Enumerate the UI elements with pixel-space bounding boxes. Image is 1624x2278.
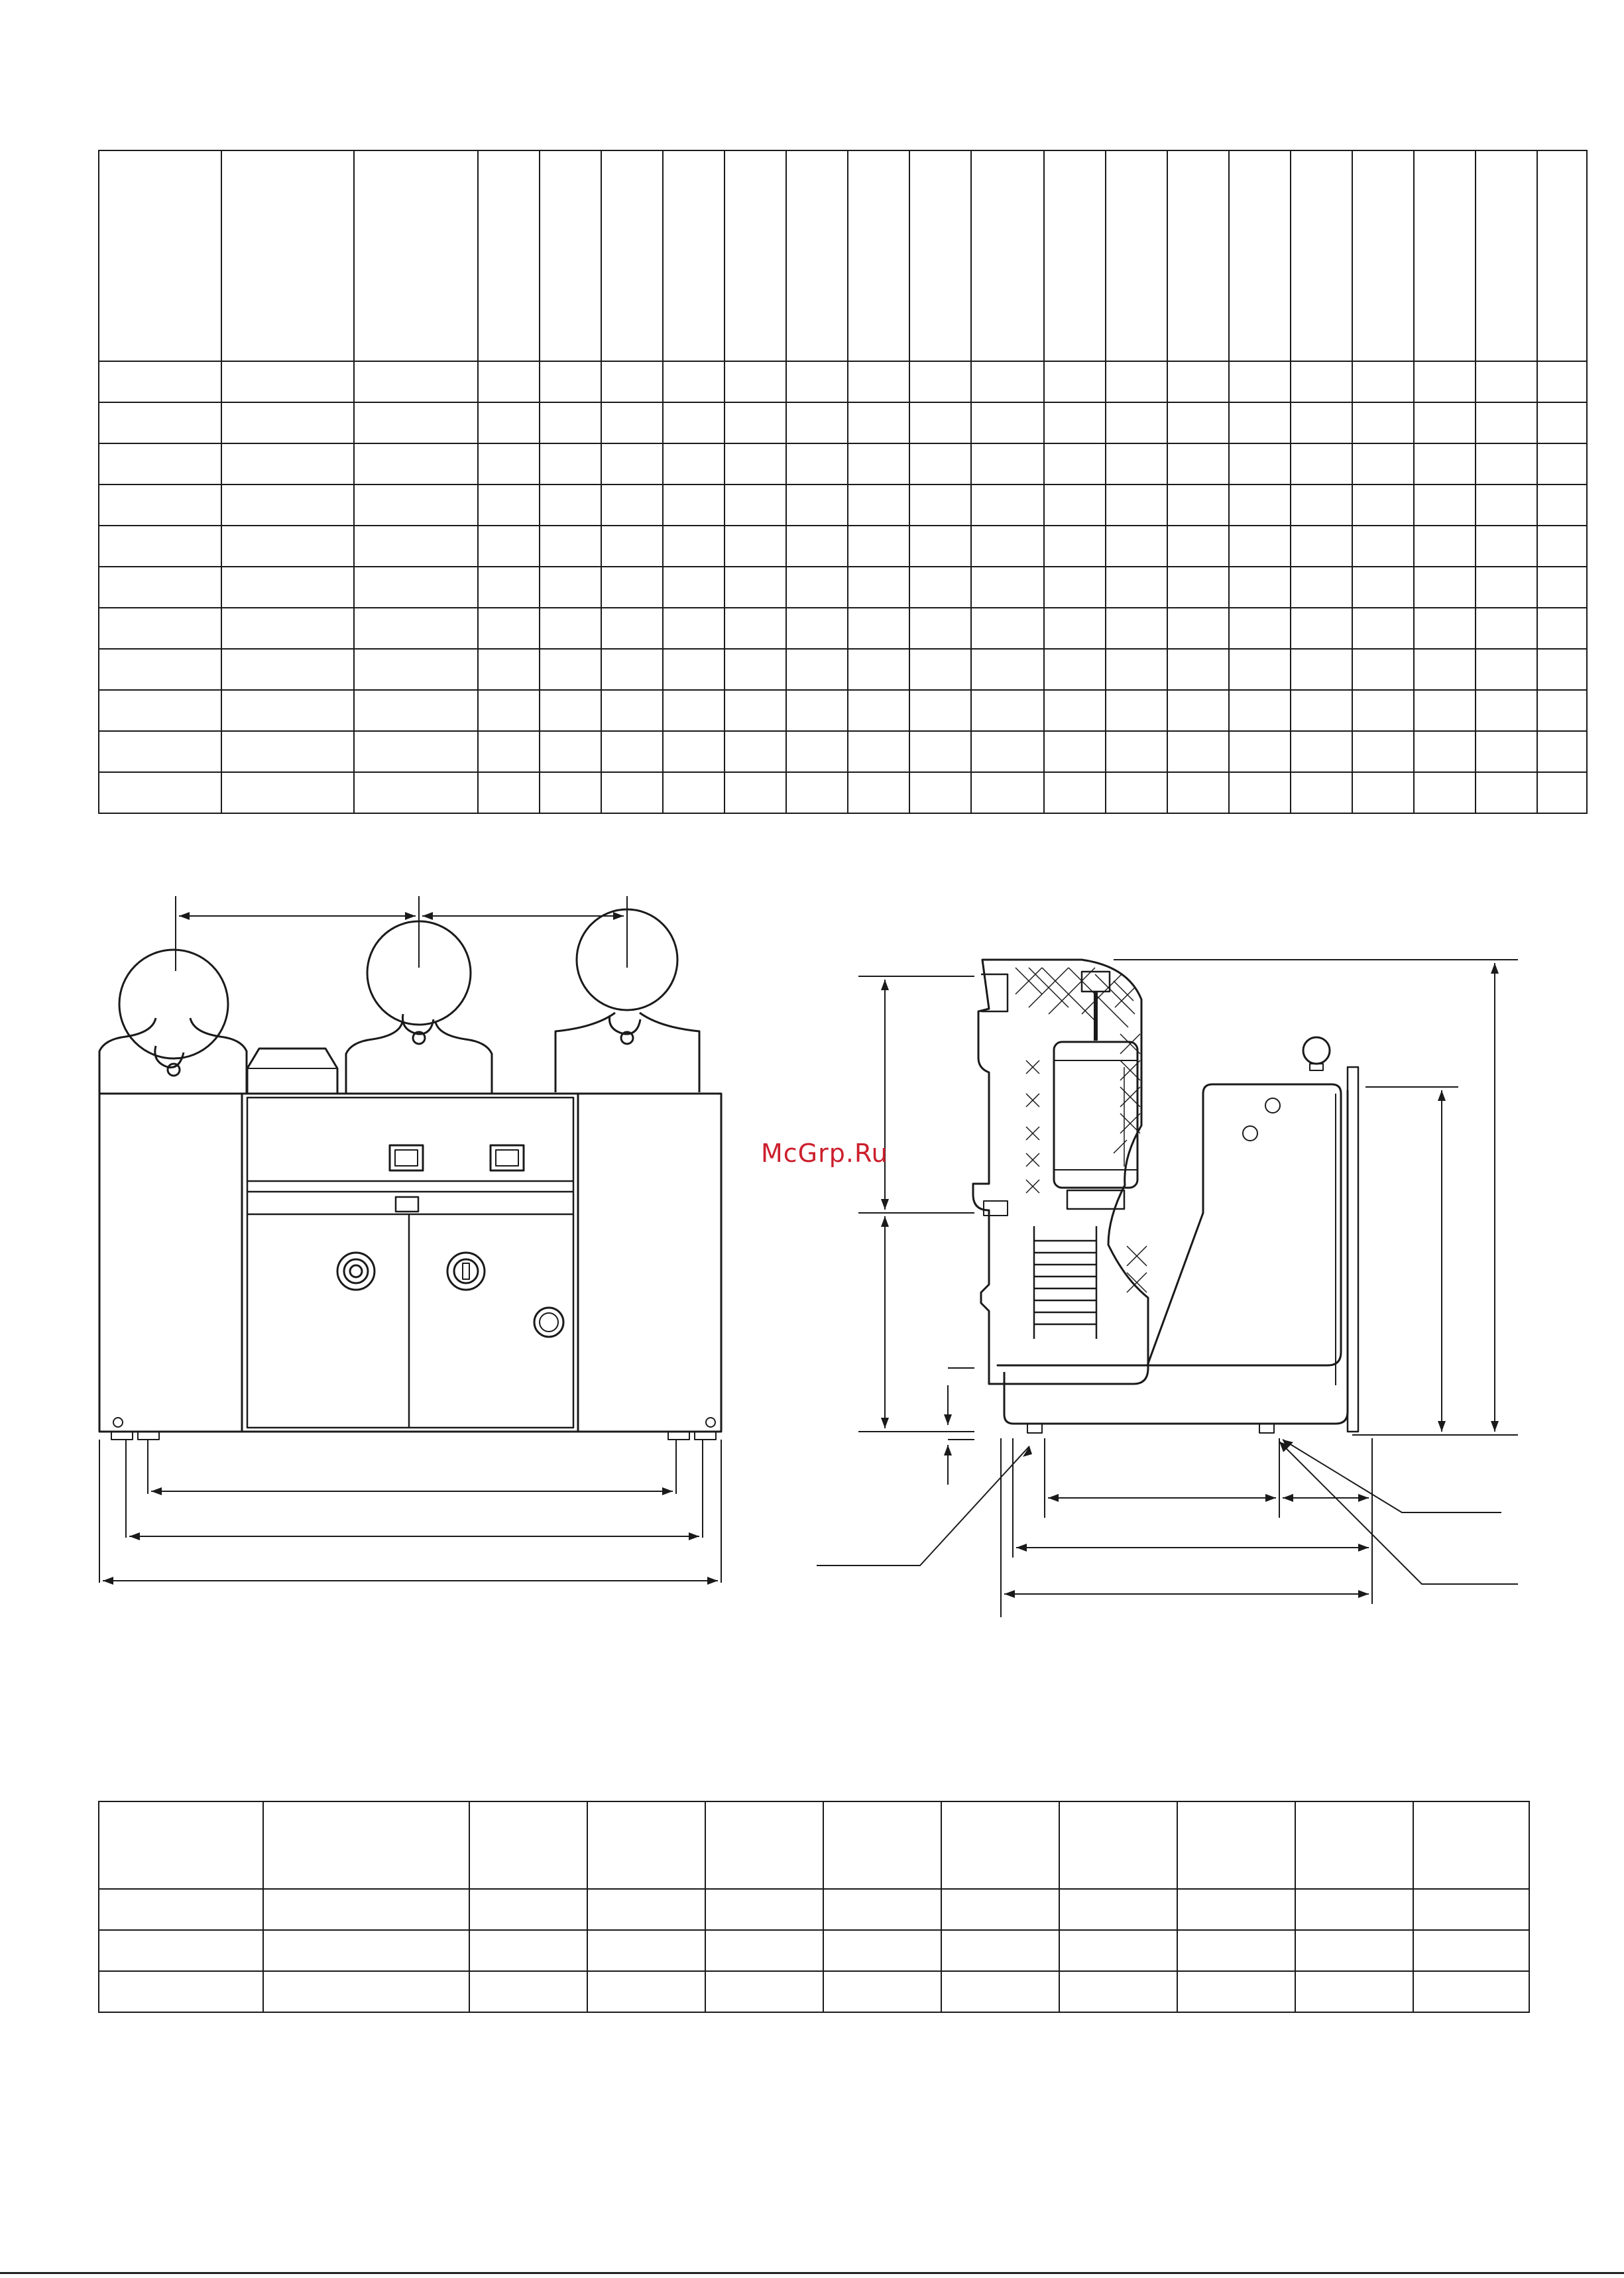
table-row <box>99 1971 1529 2012</box>
footer-rule <box>0 2272 1624 2274</box>
lifting-eye <box>1303 1037 1330 1064</box>
table-row <box>99 361 1587 402</box>
table-row <box>99 402 1587 443</box>
table-row <box>99 567 1587 608</box>
table-row <box>99 690 1587 731</box>
contact-spring <box>1034 1226 1096 1339</box>
table-row <box>99 443 1587 484</box>
table-header-row <box>99 150 1587 361</box>
charging-socket <box>534 1308 563 1337</box>
table-row <box>99 772 1587 813</box>
push-button <box>337 1253 375 1290</box>
pole-bushing-left <box>99 950 247 1094</box>
table-header-row <box>99 1801 1529 1889</box>
table-row <box>99 526 1587 567</box>
watermark: McGrp.Ru <box>761 1139 888 1168</box>
table-row <box>99 649 1587 690</box>
side-view-drawing <box>817 960 1518 1617</box>
table-row <box>99 608 1587 649</box>
counter-window <box>396 1197 418 1212</box>
housing-hatching <box>1015 968 1147 1292</box>
table-row <box>99 731 1587 772</box>
specifications-table <box>98 150 1588 814</box>
key-switch <box>447 1253 485 1290</box>
table-row <box>99 1930 1529 1971</box>
dimensions-table <box>98 1801 1530 2013</box>
technical-drawings <box>0 862 1624 1644</box>
table-row <box>99 484 1587 526</box>
front-view-drawing <box>99 896 721 1585</box>
table-row <box>99 1889 1529 1930</box>
